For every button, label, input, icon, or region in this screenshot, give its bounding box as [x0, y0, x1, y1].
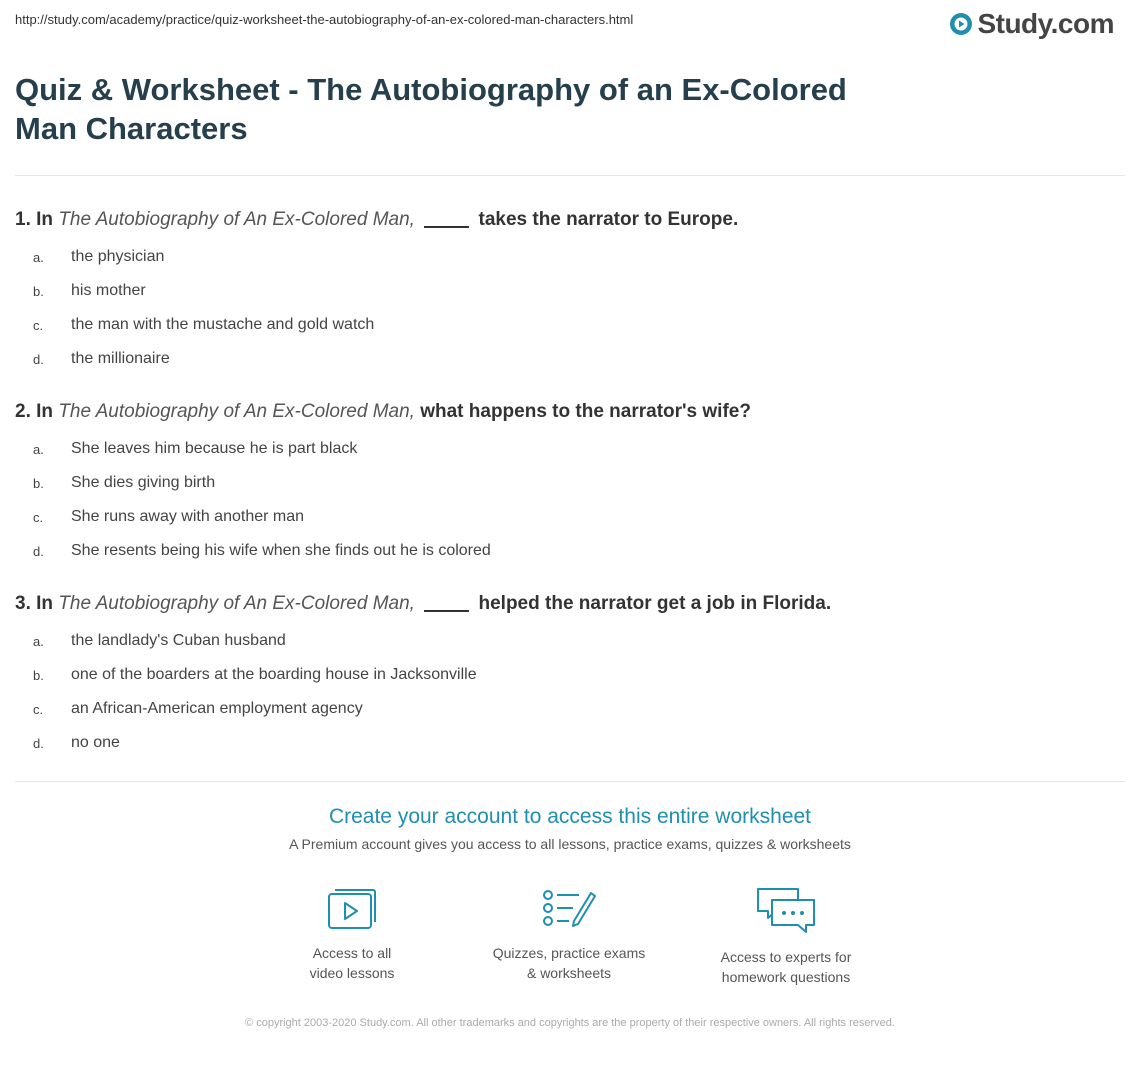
question-1 — [15, 208, 1125, 376]
answer-letter: b. — [33, 475, 44, 491]
answer-letter: d. — [33, 543, 44, 559]
question-number: 2. — [15, 401, 31, 422]
question-number: 3. — [15, 593, 31, 614]
book-title: The Autobiography of An Ex-Colored Man, — [58, 593, 415, 614]
answer-text: She resents being his wife when she finds out he is colored — [71, 542, 491, 559]
video-lesson-icon — [326, 885, 378, 931]
feature-experts — [686, 885, 886, 987]
answer-option[interactable] — [15, 432, 1125, 466]
question-body: takes the narrator to Europe. — [478, 209, 739, 230]
answer-text: the landlady's Cuban husband — [71, 632, 286, 649]
answer-option[interactable] — [15, 240, 1125, 274]
divider — [15, 781, 1125, 782]
feature-quizzes — [469, 885, 669, 983]
answer-option[interactable] — [15, 342, 1125, 376]
feature-label-line: Access to experts for — [720, 949, 852, 965]
answer-letter: c. — [33, 701, 44, 717]
question-text — [15, 400, 1125, 424]
answer-blank — [424, 608, 469, 612]
answer-option[interactable] — [15, 726, 1125, 760]
quiz-list-icon — [541, 885, 597, 931]
play-circle-icon — [949, 12, 973, 36]
question-text — [15, 208, 1125, 232]
answer-letter: a. — [33, 249, 44, 265]
answer-letter: a. — [33, 633, 44, 649]
answer-letter: b. — [33, 283, 44, 299]
question-3 — [15, 592, 1125, 760]
feature-label-line: video lessons — [309, 965, 395, 981]
question-prefix: In — [36, 593, 54, 614]
divider — [15, 175, 1125, 176]
answer-option[interactable] — [15, 624, 1125, 658]
feature-video-lessons — [252, 885, 452, 983]
answer-text: an African-American employment agency — [71, 700, 363, 717]
page-title: Quiz & Worksheet - The Autobiography of an Ex-Colored Man Characters — [15, 72, 847, 146]
answer-text: She leaves him because he is part black — [71, 440, 358, 457]
answer-letter: a. — [33, 441, 44, 457]
feature-label-line: Quizzes, practice exams — [492, 945, 646, 961]
feature-label-line: & worksheets — [526, 965, 612, 981]
question-number: 1. — [15, 209, 31, 230]
answer-text: the physician — [71, 248, 165, 265]
question-prefix: In — [36, 209, 54, 230]
feature-label — [686, 947, 886, 987]
feature-label-line: Access to all — [312, 945, 392, 961]
answer-text: She runs away with another man — [71, 508, 305, 525]
copyright-footer: © copyright 2003-2020 Study.com. All other trademarks and copyrights are the property of their respective owners. All rights reserved. — [245, 1017, 895, 1029]
answer-letter: b. — [33, 667, 44, 683]
answer-letter: c. — [33, 317, 44, 333]
answer-text: the man with the mustache and gold watch — [71, 316, 375, 333]
feature-label-line: homework questions — [721, 969, 851, 985]
premium-description: A Premium account gives you access to all lessons, practice exams, quizzes & worksheets — [289, 836, 851, 852]
study-logo[interactable] — [949, 8, 1114, 40]
answer-text: one of the boarders at the boarding house in Jacksonville — [71, 666, 477, 683]
question-2 — [15, 400, 1125, 568]
answer-text: She dies giving birth — [71, 474, 216, 491]
create-account-link[interactable]: Create your account to access this entire worksheet — [328, 805, 812, 828]
answer-option[interactable] — [15, 534, 1125, 568]
answer-option[interactable] — [15, 466, 1125, 500]
feature-label — [252, 943, 452, 983]
answer-letter: d. — [33, 351, 44, 367]
answer-letter: d. — [33, 735, 44, 751]
answer-text: the millionaire — [71, 350, 170, 367]
page-url: http://study.com/academy/practice/quiz-worksheet-the-autobiography-of-an-ex-colored-man-characters.html — [15, 12, 634, 27]
question-text — [15, 592, 1125, 616]
answer-text: his mother — [71, 282, 146, 299]
answer-option[interactable] — [15, 500, 1125, 534]
feature-label — [469, 943, 669, 983]
answer-option[interactable] — [15, 692, 1125, 726]
question-prefix: In — [36, 401, 54, 422]
answer-blank — [424, 224, 469, 228]
chat-bubbles-icon — [754, 885, 818, 935]
answer-list — [15, 240, 1125, 376]
answer-list — [15, 432, 1125, 568]
page-header — [0, 0, 1140, 40]
answer-option[interactable] — [15, 274, 1125, 308]
book-title: The Autobiography of An Ex-Colored Man, — [58, 401, 415, 422]
question-body: helped the narrator get a job in Florida. — [478, 593, 832, 614]
logo-text: Study.com — [977, 8, 1114, 39]
answer-list — [15, 624, 1125, 760]
question-body: what happens to the narrator's wife? — [420, 401, 751, 422]
answer-option[interactable] — [15, 308, 1125, 342]
answer-option[interactable] — [15, 658, 1125, 692]
answer-letter: c. — [33, 509, 44, 525]
answer-text: no one — [71, 734, 120, 751]
book-title: The Autobiography of An Ex-Colored Man, — [58, 209, 415, 230]
